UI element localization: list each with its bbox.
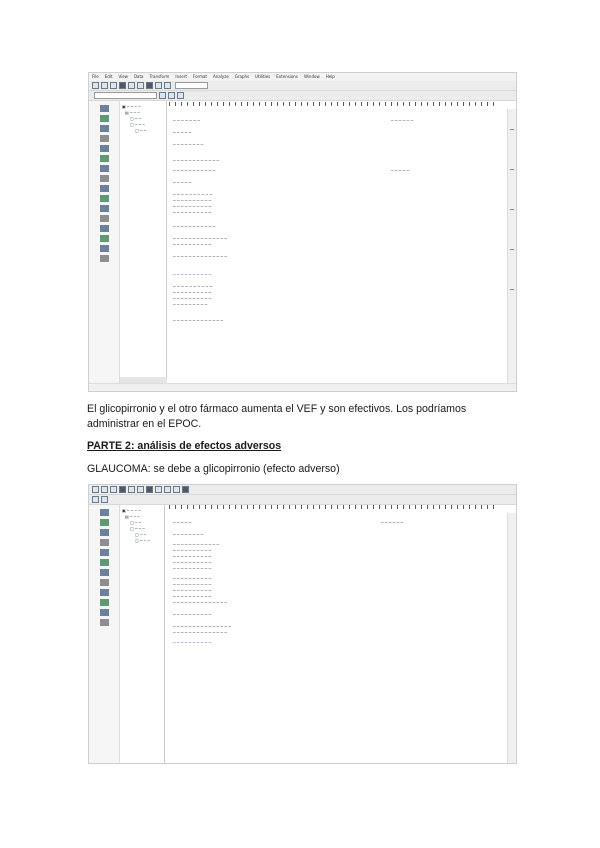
graph-icon [100,539,109,546]
output-line: ─ ─ ─ ─ ─ ─ ─ ─ ─ ─ ─ ─ [173,159,220,164]
redo-icon [137,486,144,493]
graph-icon [100,165,109,172]
graph-icon [100,245,109,252]
output-line: ─ ─ ─ ─ ─ ─ ─ ─ ─ ─ [173,595,212,600]
output-line: ─ ─ ─ ─ ─ ─ ─ [173,119,201,124]
graph-icon [100,599,109,606]
toolbar-secondary [89,91,516,101]
graph-icon [100,105,109,112]
filter-icon [164,486,171,493]
output-line: ─ ─ ─ ─ ─ ─ ─ ─ ─ ─ [173,589,212,594]
print-icon [110,82,117,89]
redo-icon [137,82,144,89]
find-icon [173,486,180,493]
output-viewer [169,113,499,378]
output-line: ─ ─ ─ ─ ─ ─ ─ ─ ─ ─ ─ ─ ─ ─ [173,255,227,260]
graph-icon [100,569,109,576]
remove-icon [168,92,175,99]
output-line: ─ ─ ─ ─ ─ ─ ─ ─ ─ ─ [173,291,212,296]
undo-icon [128,82,135,89]
section-heading-bold: PARTE 2: análisis de efectos adversos [87,440,282,452]
graph-icon [100,205,109,212]
chart-icon [146,486,153,493]
graph-icon [100,155,109,162]
tree-item: ▣ ─ ─ ─ ─ [122,508,141,513]
output-line: ─ ─ ─ ─ ─ ─ ─ ─ ─ ─ [173,567,212,572]
print-icon [110,486,117,493]
scroll-mark [510,249,514,250]
tree-item: ▢ ─ ─ ─ [130,526,145,531]
graph-icon [100,175,109,182]
chart-icon [146,82,153,89]
graph-icon [100,255,109,262]
goto-icon [182,486,189,493]
output-line: ─ ─ ─ ─ ─ ─ ─ ─ ─ ─ [173,243,212,248]
graph-icon [100,549,109,556]
output-line: ─ ─ ─ ─ ─ ─ ─ ─ ─ ─ [173,273,212,278]
left-icon-strip [89,505,120,764]
graph-icon [100,559,109,566]
graph-icon [100,125,109,132]
left-icon-strip [89,101,120,392]
add-icon [159,92,166,99]
graph-icon [100,589,109,596]
output-line: ─ ─ ─ ─ ─ ─ ─ ─ ─ ─ [173,641,212,646]
output-line: ─ ─ ─ ─ ─ ─ ─ ─ ─ ─ [173,613,212,618]
save-icon [101,82,108,89]
stats-software-screenshot-2 [88,484,517,764]
output-line: ─ ─ ─ ─ ─ ─ ─ ─ ─ ─ ─ ─ ─ ─ [173,601,227,606]
stats-software-screenshot-1 [88,72,517,392]
output-line: ─ ─ ─ ─ ─ ─ ─ ─ ─ ─ [173,549,212,554]
filter-icon [164,82,171,89]
output-line: ─ ─ ─ ─ ─ ─ ─ ─ [173,533,204,538]
dataset-select [94,92,157,99]
ruler [169,102,499,106]
scroll-mark [510,129,514,130]
output-line: ─ ─ ─ ─ ─ [173,131,192,136]
output-line: ─ ─ ─ ─ ─ ─ ─ ─ ─ ─ [173,193,213,198]
output-line: ─ ─ ─ ─ ─ [391,169,410,174]
font-size-select [175,82,208,89]
scroll-mark [510,169,514,170]
vertical-scrollbar [507,109,516,384]
vertical-scrollbar [507,513,516,763]
tree-item: ▢ ─ ─ [130,116,142,121]
undo-icon [128,486,135,493]
export-icon [119,486,126,493]
graph-icon [100,195,109,202]
output-line: ─ ─ ─ ─ ─ [173,181,192,186]
output-line: ─ ─ ─ ─ ─ ─ ─ ─ ─ [173,303,208,308]
scroll-mark [510,209,514,210]
output-line: ─ ─ ─ ─ ─ ─ ─ ─ ─ ─ ─ [173,225,216,230]
section-heading [87,439,281,453]
save-icon [101,486,108,493]
tree-item: ▢ ─ ─ [135,128,147,133]
output-line: ─ ─ ─ ─ ─ ─ ─ ─ ─ ─ [173,555,212,560]
add-icon [92,496,99,503]
output-line: ─ ─ ─ ─ ─ ─ ─ ─ ─ ─ ─ ─ ─ [173,319,224,324]
paragraph-2: GLAUCOMA: se debe a glicopirronio (efecto adverso) [87,463,340,475]
output-line: ─ ─ ─ ─ ─ ─ [391,119,414,124]
output-viewer [169,515,499,755]
open-icon [92,82,99,89]
tree-item: ▢ ─ ─ [135,532,147,537]
ruler [169,505,499,509]
open-icon [92,486,99,493]
graph-icon [100,185,109,192]
graph-icon [100,115,109,122]
output-line: ─ ─ ─ ─ ─ ─ ─ ─ ─ ─ [173,205,212,210]
remove-icon [101,496,108,503]
status-bar [89,383,516,391]
output-line: ─ ─ ─ ─ ─ ─ [381,521,404,526]
graph-icon [100,529,109,536]
output-line: ─ ─ ─ ─ ─ ─ ─ ─ [173,143,204,148]
output-line: ─ ─ ─ ─ ─ ─ ─ ─ ─ ─ ─ ─ ─ ─ ─ [173,625,231,630]
graph-icon [100,509,109,516]
output-line: ─ ─ ─ ─ ─ ─ ─ ─ ─ ─ ─ ─ ─ ─ [173,631,227,636]
graph-icon [100,579,109,586]
output-tree [120,101,167,383]
toolbar [89,485,516,495]
tree-item: ▢ ─ ─ ─ [135,538,150,543]
output-line: ─ ─ ─ ─ ─ ─ ─ ─ ─ ─ [173,199,212,204]
output-line: ─ ─ ─ ─ ─ ─ ─ ─ ─ ─ [173,577,212,582]
export-icon [119,82,126,89]
output-line: ─ ─ ─ ─ ─ ─ ─ ─ ─ ─ ─ ─ [173,543,220,548]
toolbar [89,81,516,91]
output-line: ─ ─ ─ ─ ─ ─ ─ ─ ─ ─ ─ [173,169,216,174]
graph-icon [100,145,109,152]
output-tree [120,505,165,763]
graph-icon [100,619,109,626]
table-icon [155,486,162,493]
tree-item: ▢ ─ ─ ─ [130,122,145,127]
tree-item: ▤ ─ ─ ─ [125,514,140,519]
paragraph-1: El glicopirronio y el otro fármaco aumenta el VEF y son efectivos. Los podríamos administrar en el EPOC. [87,403,467,430]
output-line: ─ ─ ─ ─ ─ ─ ─ ─ ─ ─ [173,583,212,588]
output-line: ─ ─ ─ ─ ─ ─ ─ ─ ─ ─ [173,285,213,290]
output-line: ─ ─ ─ ─ ─ ─ ─ ─ ─ ─ [173,297,212,302]
graph-icon [100,215,109,222]
graph-icon [100,609,109,616]
output-line: ─ ─ ─ ─ ─ ─ ─ ─ ─ ─ ─ ─ ─ ─ [173,237,227,242]
graph-icon [100,135,109,142]
scroll-mark [510,289,514,290]
output-line: ─ ─ ─ ─ ─ [173,521,192,526]
arrow-icon [177,92,184,99]
output-line: ─ ─ ─ ─ ─ ─ ─ ─ ─ ─ [173,211,212,216]
menu-bar: File Edit View Data Transform Insert Format Analyze Graphs Utilities Extensions Window Help [89,73,516,81]
toolbar-secondary [89,495,516,505]
graph-icon [100,225,109,232]
graph-icon [100,235,109,242]
table-icon [155,82,162,89]
tree-item: ▢ ─ ─ [130,520,142,525]
output-line: ─ ─ ─ ─ ─ ─ ─ ─ ─ ─ [173,561,212,566]
graph-icon [100,519,109,526]
tree-item: ▣ ─ ─ ─ ─ [122,104,141,109]
tree-item: ▤ ─ ─ ─ [125,110,140,115]
